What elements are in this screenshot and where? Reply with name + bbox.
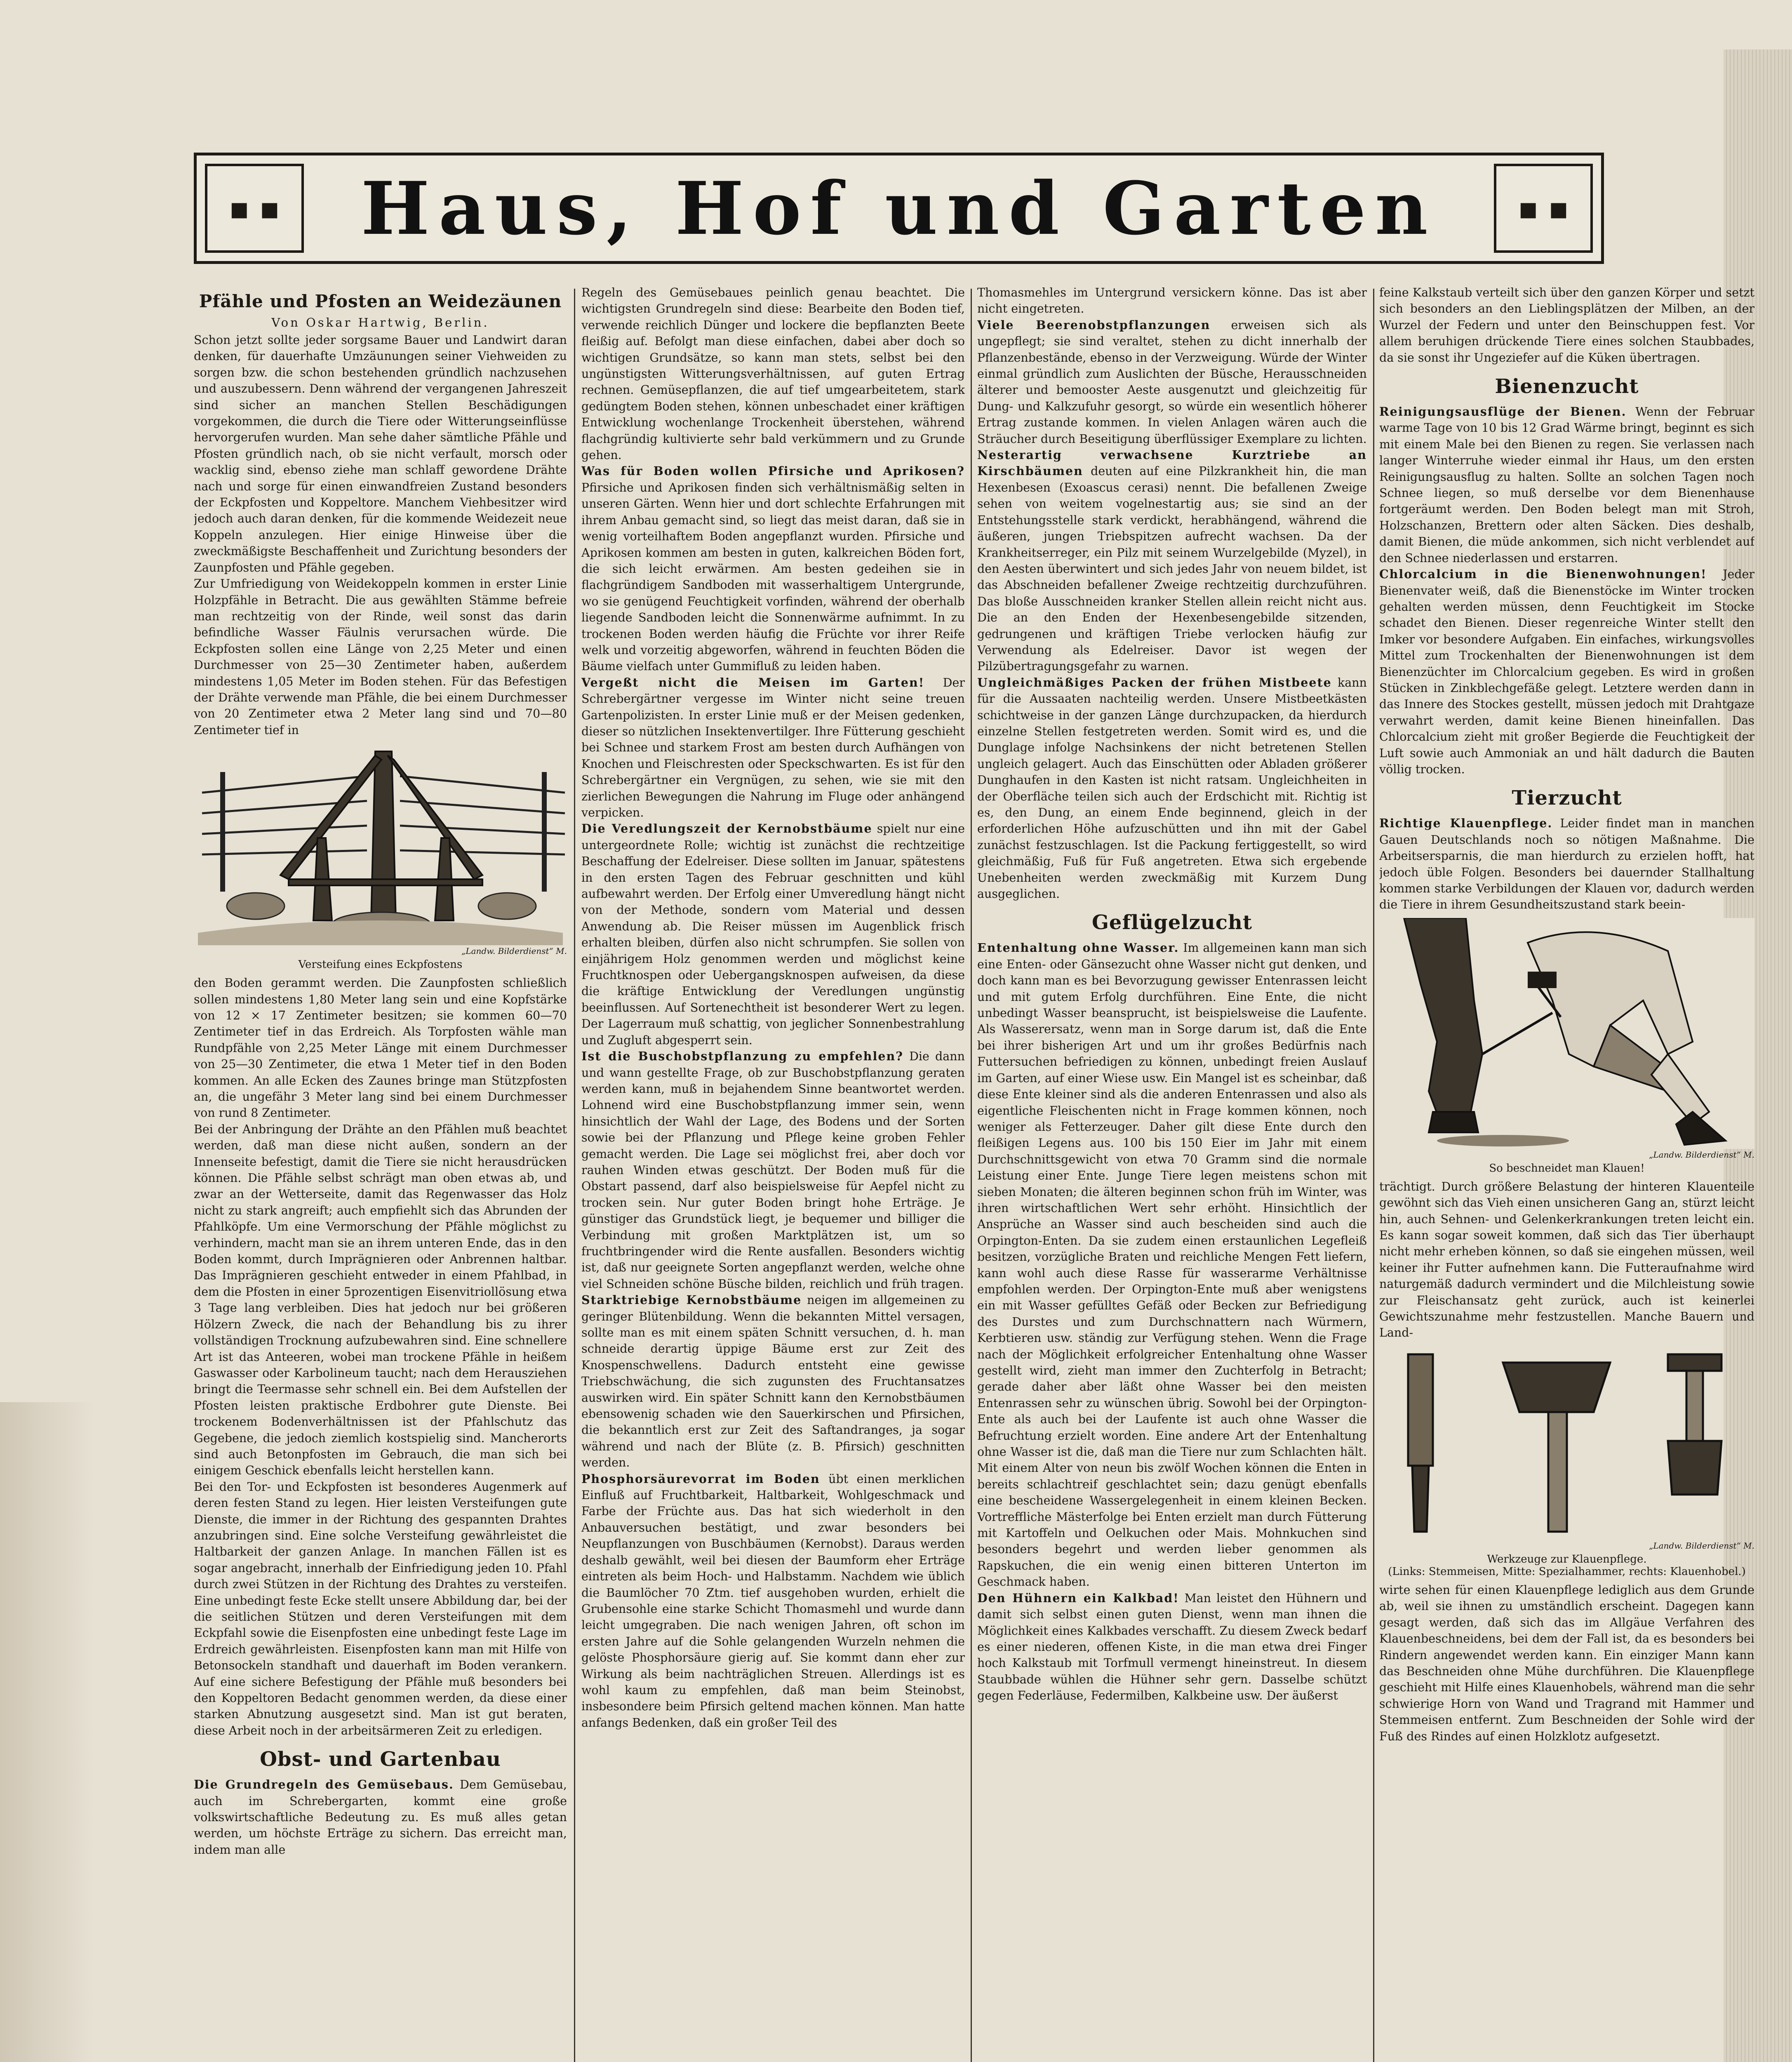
byline: Von Oskar Hartwig, Berlin.	[271, 315, 489, 330]
paragraph	[1379, 404, 1754, 566]
paragraph-lead: Vergeßt nicht die Meisen im Garten!	[581, 675, 925, 690]
hoof-trimming-illustration	[1379, 918, 1754, 1149]
figure-hoof-tools	[1379, 1346, 1754, 1578]
section-heading: Tierzucht	[1512, 786, 1622, 810]
paragraph	[581, 1292, 965, 1471]
paragraph	[581, 821, 965, 1048]
paragraph-text: spielt nur eine untergeordnete Rolle; wichtig ist zunächst die rechtzeitige Beschaffung der Edelreiser. Diese sollten im Januar, spätestens in den ersten Tagen des Februar geschnitten und kühl aufbewahrt werden. Der Erfolg einer Umveredlung hängt nicht von der Methode, sondern vom Material und dessen Anwendung ab. Die Reiser müssen im Augenblick frisch erhalten bleiben, dürfen also nicht schrumpfen. Sie sollen von einjährigem Holz genommen werden und möglichst keine Fruchtknospen oder Uebergangsknospen aufweisen, da diese die kräftige Entwicklung der Veredlungen ungünstig beeinflussen. Auf Sortenechtheit ist besonderer Wert zu legen. Der Lagerraum muß schattig, von jeglicher Sonnenbestrahlung und Zugluft abgesperrt sein.	[581, 822, 965, 1047]
column-2	[581, 285, 965, 2062]
column-4	[1379, 285, 1754, 2062]
paragraph-text: Der Schrebergärtner vergesse im Winter nicht seine treuen Gartenpolizisten. In erster Linie muß er der Meisen gedenken, dieser so nützlichen Insektenvertilger. Ihre Fütterung geschieht bei Schnee und starkem Frost am besten durch Aufhängen von Knochen und Fleischresten oder Speckschwarten. Es ist für den Schrebergärtner ein Vergnügen, zu sehen, wie sie mit den zierlichen Bewegungen die Nahrung im Fluge oder anhängend verpicken.	[581, 676, 965, 819]
paragraph	[581, 1048, 965, 1292]
paragraph-lead: Viele Beerenobstpflanzungen	[977, 318, 1211, 332]
paragraph-lead: Phosphorsäurevorrat im Boden	[581, 1471, 820, 1486]
ornament-glyph: ▪ ▪	[229, 191, 280, 226]
paragraph	[581, 675, 965, 821]
figure-caption: Versteifung eines Eckpfostens	[298, 958, 463, 971]
figure-corner-post	[194, 743, 567, 971]
masthead-ornament-right	[1494, 164, 1593, 253]
paragraph-lead: Chlorcalcium in die Bienenwohnungen!	[1379, 567, 1707, 581]
column-rule	[971, 289, 972, 2062]
paragraph-lead: Richtige Klauenpflege.	[1379, 816, 1553, 831]
paragraph-lead: Nesterartig verwachsene Kurztriebe an Kirschbäumen	[977, 448, 1367, 478]
paragraph: wirte sehen für einen Klauenpflege lediglich aus dem Grunde ab, weil sie ihnen zu umständlich erscheint. Dagegen kann gesagt werden, daß sich das im Allgäue Verfahren des Klauenbeschneidens, bei dem der Fall ist, da es besonders bei Rindern angewendet werden kann. Ein einziger Mann kann das Beschneiden ohne Mühe durchführen. Die Klauenpflege geschieht mit Hilfe eines Klauenhobels, während man die sehr schwierige Horn von Wand und Tragrand mit Hammer und Stemmeisen entfernt. Zum Beschneiden der Sohle wird der Fuß des Rindes auf einen Holzklotz aufgesetzt.	[1379, 1583, 1754, 1743]
column-1	[194, 285, 567, 2062]
section-title: Haus, Hof und Garten	[361, 165, 1437, 251]
paragraph-lead: Ist die Buschobstpflanzung zu empfehlen?	[581, 1049, 903, 1064]
paragraph-text: Jeder Bienenvater weiß, daß die Bienenstöcke im Winter trocken gehalten werden müssen, denn Feuchtigkeit im Stocke schadet den Bienen. Dieser regenreiche Winter stellt den Imker vor besondere Aufgaben. Ein einfaches, wirkungsvolles Mittel zum Trockenhalten der Bienenwohnungen ist dem Bienenzüchter im Chlorcalcium gegeben. Es wird in großen Stücken in Zinkblechgefäße gelegt. Letztere werden dann in das Innere des Stockes gestellt, müssen jedoch mit Drahtgaze verwahrt werden, damit keine Bienen hineinfallen. Das Chlorcalcium zieht mit großer Begierde die Feuchtigkeit der Luft sowie auch Ammoniak an und hält dadurch die Bauten völlig trocken.	[1379, 567, 1754, 776]
paragraph-text: Wenn der Februar warme Tage von 10 bis 12 Grad Wärme bringt, beginnt es sich mit einem Male bei den Bienen zu regen. Sie verlassen nach langer Winterruhe wieder einmal ihr Haus, um den ersten Reinigungsausflug zu halten. Sollte an solchen Tagen noch Schnee liegen, so muß derselbe vor dem Bienenhause fortgeräumt werden. Den Boden belegt man mit Stroh, Holzschanzen, Brettern oder alten Säcken. Dies deshalb, damit Bienen, die müde ankommen, sich nicht verblendet auf den Schnee niederlassen und erstarren.	[1379, 405, 1754, 565]
paragraph-text: Man leistet den Hühnern und damit sich selbst einen guten Dienst, wenn man ihnen die Möglichkeit eines Kalkbades verschafft. Zu diesem Zweck bedarf es einer niederen, offenen Kiste, in die man etwa drei Finger hoch Kalkstaub mit Torfmull vermengt hineinstreut. In diesem Staubbade wühlen die Hühner sehr gern. Dasselbe schützt gegen Federläuse, Federmilben, Kalkbeine usw. Der äußerst	[977, 1591, 1367, 1703]
paragraph-text: neigen im allgemeinen zu geringer Blütenbildung. Wenn die bekannten Mittel versagen, sollte man es mit einem späten Schnitt versuchen, d. h. man schneide derartig üppige Bäume erst zur Zeit des Knospenschwellens. Dadurch entsteht eine gewisse Triebschwächung, die sich zugunsten des Fruchtansatzes auswirken wird. Ein später Schnitt kann den Kernobstbäumen ebensowenig schaden wie den Sauerkirschen und Pfirsichen, die bekanntlich erst zur Zeit des Saftandranges, ja sogar während und nach der Blüte (z. B. Pfirsich) geschnitten werden.	[581, 1293, 965, 1470]
column-3	[977, 285, 1367, 2062]
paragraph: Bei der Anbringung der Drähte an den Pfählen muß beachtet werden, daß man diese nicht außen, sondern an der Innenseite befestigt, damit die Tiere sie nicht herausdrücken können. Die Pfähle selbst schrägt man oben etwas ab, und zwar an der Wetterseite, damit das Regenwasser das Holz nicht zu stark angreift; auch empfiehlt sich das Abrunden der Pfahlköpfe. Um eine Vermorschung der Pfähle möglichst zu verhindern, macht man sie an ihrem unteren Ende, das in den Boden kommt, durch Imprägnieren oder Anbrennen haltbar. Das Imprägnieren geschieht entweder in einem Pfahlbad, in dem die Pfosten in einer 5prozentigen Eisenvitriollösung etwa 3 Tage lang verbleiben. Dies hat jedoch nur bei größeren Hölzern Zweck, die nach der Behandlung bis zu ihrer vollständigen Trocknung aufzubewahren sind. Eine schnellere Art ist das Anteeren, wobei man trockene Pfähle in heißem Gaswasser oder Karbolineum taucht; nach dem Herausziehen bringt die Teermasse sehr schnell ein. Bei dem Aufstellen der Pfosten leisten praktische Erdbohrer gute Dienste. Bei trockenem Bodenverhältnissen ist der Pfahlschutz das Gegebene, die jedoch ziemlich kostspielig sind. Mancherorts sind auch Betonpfosten im Gebrauch, die man sich bei einigem Geschick ebenfalls leicht herstellen kann.	[194, 1122, 567, 1478]
hoof-tools-illustration	[1379, 1346, 1754, 1540]
paragraph-lead: Ungleichmäßiges Packen der frühen Mistbeete	[977, 675, 1332, 690]
paragraph-text: Leider findet man in manchen Gauen Deutschlands noch so nötigen Maßnahme. Die Arbeitsersparnis, die man hierdurch zu erzielen hofft, hat jedoch üble Folgen. Besonders bei dauernder Stallhaltung kommen starke Verbildungen der Klauen vor, dadurch werden die Tiere in ihrem Gesundheitszustand stark beein-	[1379, 817, 1754, 912]
figure-caption	[1379, 1553, 1754, 1578]
paragraph	[977, 675, 1367, 902]
section-heading: Geflügelzucht	[1091, 911, 1253, 934]
paragraph: trächtigt. Durch größere Belastung der hinteren Klauenteile gewöhnt sich das Vieh einen unsicheren Gang an, stürzt leicht hin, auch Sehnen- und Gelenkerkrankungen treten leicht ein. Es kann sogar soweit kommen, daß sich das Tier überhaupt nicht mehr erheben können, so daß sie eingehen müssen, weil keiner ihr Futter aufnehmen kann. Die Futteraufnahme wird naturgemäß dadurch vermindert und die Milchleistung sowie zur Fleischansatz geht zurück, auch ist keinerlei Gewichtszunahme mehr festzustellen. Manche Bauern und Land-	[1379, 1179, 1754, 1340]
section-heading: Obst- und Gartenbau	[260, 1748, 501, 1771]
paragraph: Regeln des Gemüsebaues peinlich genau beachtet. Die wichtigsten Grundregeln sind diese: Bearbeite den Boden tief, verwende reichlich Dünger und lockere die bepflanzten Beete fleißig auf. Befolgt man diese einfachen, dabei aber doch so wichtigen Grundsätze, so kann man stets, selbst bei den ungünstigsten Witterungsverhältnissen, auf guten Ertrag rechnen. Gemüsepflanzen, die auf tief umgearbeitetem, stark gedüngtem Boden stehen, können unbeschadet einer kräftigen Entwicklung wochenlange Trockenheit überstehen, während flachgründig kultivierte sehr bald verkümmern und zu Grunde gehen.	[581, 286, 965, 462]
paragraph: Thomasmehles im Untergrund versickern könne. Das ist aber nicht eingetreten.	[977, 286, 1367, 316]
masthead	[194, 153, 1604, 264]
paragraph-text: erweisen sich als ungepflegt; sie sind veraltet, stehen zu dicht innerhalb der Pflanzenbestände, ebenso in der Verzweigung. Würde der Winter einmal gründlich zum Auslichten der Büsche, Herausschneiden älterer und bemooster Aeste ausgenutzt und gleichzeitig für Dung- und Kalkzufuhr gesorgt, so würde ein wesentlich höherer Ertrag zustande kommen. In vielen Anlagen wären auch die Sträucher durch Beseitigung überflüssiger Exemplare zu lichten.	[977, 318, 1367, 446]
paragraph	[581, 463, 965, 674]
paragraph: feine Kalkstaub verteilt sich über den ganzen Körper und setzt sich besonders an den Lieblingsplätzen der Milben, an der Wurzel der Federn und unter den Beinschuppen fest. Vor allem beruhigen drückende Tiere eines solchen Staubbades, da sie sonst ihr Ungeziefer auf die Küken übertragen.	[1379, 286, 1754, 365]
figure-caption: So beschneidet man Klauen!	[1489, 1162, 1645, 1175]
column-rule	[1373, 289, 1374, 2062]
paragraph: Schon jetzt sollte jeder sorgsame Bauer und Landwirt daran denken, für dauerhafte Umzäunungen seiner Viehweiden zu sorgen bzw. die schon bestehenden gründlich nachzusehen und auszubessern. Denn während der vergangenen Jahreszeit sind sicher an manchen Stellen Beschädigungen vorgekommen, die durch die Tiere oder Witterungseinflüsse hervorgerufen wurden. Man sehe daher sämtliche Pfähle und Pfosten gründlich nach, ob sie nicht verfault, morsch oder wacklig sind, ebenso ziehe man schlaff gewordene Drähte nach und sorge für einen einwandfreien Zustand besonders der Eckpfosten und Koppeltore. Manchem Viehbesitzer wird jedoch auch daran denken, für die kommende Weidezeit neue Koppeln anzulegen. Hier einige Hinweise über die zweckmäßigste Beschaffenheit und Zurichtung besonders der Zaunpfosten und Pfähle gegeben.	[194, 333, 567, 574]
paragraph	[1379, 815, 1754, 913]
paragraph	[977, 447, 1367, 675]
figure-credit: „Landw. Bilderdienst“ M.	[1649, 1540, 1754, 1551]
paragraph-lead: Reinigungsausflüge der Bienen.	[1379, 405, 1627, 419]
paragraph-text: kann für die Aussaaten nachteilig werden. Unsere Mistbeetkästen schichtweise in der ganzen Länge durchzupacken, da hierdurch einzelne Stellen festgetreten werden. Somit wird es, und die Dunglage infolge Nachsinkens der nicht betretenen Stellen ungleich gelagert. Auch das Einschütten oder Abladen größerer Dunghaufen in den Kasten ist nicht ratsam. Ungleichheiten in der Oberfläche teilen sich auch der Erdschicht mit. Richtig ist es, den Dung, an einem Ende beginnend, gleich in der erforderlichen Höhe aufzuschütten und ihn mit der Gabel zunächst festzuschlagen. Ist die Packung fertiggestellt, so wird gleichmäßig, Fuß für Fuß angetreten. Etwa sich ergebende Unebenheiten werden zweckmäßig mit Kurzem Dung ausgeglichen.	[977, 676, 1367, 901]
paragraph-lead: Die Grundregeln des Gemüsebaus.	[194, 1777, 454, 1792]
paragraph-lead: Was für Boden wollen Pfirsiche und Aprikosen?	[581, 464, 965, 478]
paragraph-lead: Die Veredlungszeit der Kernobstbäume	[581, 822, 872, 836]
paragraph-text: Pfirsiche und Aprikosen finden sich verhältnismäßig selten in unseren Gärten. Wenn hier und dort schlechte Erfahrungen mit ihrem Anbau gemacht sind, so liegt das meist daran, daß sie in wenig vorteilhaftem Boden angepflanzt wurden. Pfirsiche und Aprikosen kommen am besten in guten, kalkreichen Böden fort, die sich leicht erwärmen. Am besten gedeihen sie in flachgründigem Sandboden mit wasserhaltigem Untergrunde, wo sie genügend Feuchtigkeit vorfinden, während der oberhalb liegende Sandboden leicht die Sonnenwärme aufnimmt. In zu trockenen Boden werden häufig die Früchte vor ihrer Reife welk und vorzeitig abgeworfen, während in feuchten Böden die Bäume vielfach unter Gummifluß zu leiden haben.	[581, 480, 965, 673]
paragraph: Bei den Tor- und Eckpfosten ist besonderes Augenmerk auf deren festen Stand zu legen. Hier leisten Versteifungen gute Dienste, die immer in der Richtung des gespannten Drahtes anzubringen sind. Eine solche Versteifung gewährleistet die Haltbarkeit der ganzen Anlage. In manchen Fällen ist es sogar angebracht, innerhalb der Einfriedigung jeden 10. Pfahl durch zwei Stützen in der Richtung des Drahtes zu versteifen. Eine unbedingt feste Ecke stellt unsere Abbildung dar, bei der die seitlichen Stützen und deren Versteifungen mit dem Eckpfahl sowie die Eisenpfosten eine unbedingt feste Lage im Erdreich gewährleisten. Eisenpfosten kann man mit Hilfe von Betonsockeln standhaft und dauerhaft im Boden verankern. Auf eine sichere Befestigung der Pfähle muß besonders bei den Koppeltoren Bedacht genommen werden, da diese einer starken Abnutzung ausgesetzt sind. Man ist gut beraten, diese Arbeit noch in der arbeitsärmeren Zeit zu erledigen.	[194, 1480, 567, 1737]
paragraph-lead: Den Hühnern ein Kalkbad!	[977, 1591, 1179, 1605]
paragraph	[194, 1777, 567, 1858]
paragraph-text: Die dann und wann gestellte Frage, ob zur Buschobstpflanzung geraten werden kann, muß in bejahendem Sinne beantwortet werden. Lohnend wird eine Buschobstpflanzung immer sein, wenn hinsichtlich der Wahl der Lage, des Bodens und der Sorten sowie bei der Pflanzung und Pflege keine groben Fehler gemacht werden. Die Lage sei möglichst frei, aber doch vor rauhen Winden etwas geschützt. Der Boden muß für die Obstart passend, darf also beispielsweise für Aepfel nicht zu trocken sein. Nur guter Boden bringt hohe Erträge. Je günstiger das Grundstück liegt, je bequemer und billiger die Verbindung mit großen Marktplätzen ist, um so fruchtbringender wird die Rente ausfallen. Besonders wichtig ist, daß nur geeignete Sorten angepflanzt werden, welche ohne viel Schneiden schöne Büsche bilden, reichlich und früh tragen.	[581, 1050, 965, 1291]
binding-spine	[0, 1402, 95, 2062]
paragraph-lead: Starktriebige Kernobstbäume	[581, 1293, 802, 1307]
paragraph	[977, 940, 1367, 1590]
paragraph-text: Im allgemeinen kann man sich eine Enten- oder Gänsezucht ohne Wasser nicht gut denken, und doch kann man es bei Bevorzugung gewisser Entenrassen leicht und mit gutem Erfolg durchführen. Eine Ente, die nicht unbedingt Wasser beansprucht, ist beispielsweise die Laufente. Als Wasserersatz, wenn man in Sorge darum ist, daß die Ente bei ihrer bisherigen Art und um ihr großes Bedürfnis nach Futtersuchen befriedigen zu können, unbedingt freien Auslauf im Garten, auf einer Wiese usw. Ein Mangel ist es scheinbar, daß diese Ente kleiner sind als die anderen Entenrassen und also als eigentliche Fleischenten nicht in Frage kommen können, noch weniger als Fetterzeuger. Daher gilt diese Ente durch den fleißigen Legens aus. 100 bis 150 Eier im Jahr mit einem Durchschnittsgewicht von etwa 70 Gramm sind die normale Leistung einer Ente. Junge Tiere legen meistens schon mit sieben Monaten; die älteren beginnen schon früh im Winter, was ihren wirtschaftlichen Wert sehr erhöht. Hinsichtlich der Ansprüche an Wasser sind auch bescheiden sind auch die Orpington-Enten. Da sie zudem einen erstaunlichen Legefleiß besitzen, vorzügliche Braten und reichliche Mengen Fett liefern, kann wohl auch diese Rasse für wasserarme Verhältnisse empfohlen werden. Der Orpington-Ente muß aber wenigstens ein mit Wasser gefülltes Gefäß oder Becken zur Befriedigung des Durstes und zum Durchschnattern nach Würmern, Kerbtieren usw. ständig zur Verfügung stehen. Wenn die Frage nach der Möglichkeit erfolgreicher Entenhaltung ohne Wasser gestellt wird, zieht man immer den Zuchterfolg in Betracht; gerade daher aber läßt ohne Wasser bei den meisten Entenrassen sehr zu wünschen übrig. Sowohl bei der Orpington-Ente als auch bei der Laufente ist auch ohne Wasser die Befruchtung erzielt worden. Eine andere Art der Entenhaltung ohne Wasser ist die, daß man die Tiere nur zum Schlachten hält. Mit einem Alter von neun bis zwölf Wochen können die Enten in bereits schlachtreif geschlachtet sein; dazu genügt ebenfalls eine bescheidene Wassergelegenheit in einem kleinen Becken. Vortreffliche Mästerfolge bei Enten erzielt man durch Fütterung mit Kartoffeln und Oelkuchen oder Mais. Mohnkuchen sind besonders begehrt und werden lieber genommen als Rapskuchen, die ein wenig einen bitteren Unterton im Geschmack haben.	[977, 941, 1367, 1589]
paragraph	[1379, 566, 1754, 777]
paragraph-text: übt einen merklichen Einfluß auf Fruchtbarkeit, Haltbarkeit, Wohlgeschmack und Farbe der Früchte aus. Das hat sich wiederholt in den Anbauversuchen bestätigt, und zwar besonders bei Neupflanzungen von Buschbäumen (Kernobst). Daraus werden deshalb gewählt, weil bei diesen der Baumform eher Erträge eintreten als beim Hoch- und Halbstamm. Nachdem wie üblich die Baumlöcher 70 Ztm. tief ausgehoben wurden, erhielt die Grubensohle eine starke Schicht Thomasmehl und wurde dann leicht umgegraben. Die nach wenigen Jahren, oft schon im ersten Jahre auf die Sohle gelangenden Wurzeln nehmen die gelöste Phosphorsäure gierig auf. Sie kommt dann eher zur Wirkung als beim nachträglichen Streuen. Allerdings ist es wohl kaum zu empfehlen, daß man beim Steinobst, insbesondere beim Pfirsich geltend machen können. Man hatte anfangs Bedenken, daß ein großer Teil des	[581, 1472, 965, 1730]
paragraph: den Boden gerammt werden. Die Zaunpfosten schließlich sollen mindestens 1,80 Meter lang sein und eine Kopfstärke von 12 × 17 Zentimeter besitzen; sie kommen 60—70 Zentimeter tief in das Erdreich. Als Torpfosten wähle man Rundpfähle von 2,25 Meter Länge mit einem Durchmesser von 25—30 Zentimeter, die etwa 1 Meter tief in den Boden kommen. An alle Ecken des Zaunes bringe man Stützpfosten an, die ungefähr 3 Meter lang sind bei einem Durchmesser von rund 8 Zentimeter.	[194, 976, 567, 1120]
paragraph-text: deuten auf eine Pilzkrankheit hin, die man Hexenbesen (Exoascus cerasi) nennt. Die befallenen Zweige sehen von weitem vogelnestartig aus; sie sind an der Entstehungsstelle stark verdickt, herabhängend, während die äußeren, jungen Triebspitzen aufrecht wachsen. Da der Krankheitserreger, ein Pilz mit seinem Wurzelgebilde (Myzel), in den Aesten überwintert und sich jedes Jahr von neuem bildet, ist das Abschneiden befallener Zweige rechtzeitig durchzuführen. Das bloße Ausschneiden kranker Stellen allein reicht nicht aus. Die an den Enden der Hexenbesengebilde sitzenden, gedrungenen und kräftigen Triebe verlocken häufig zur Verwendung als Edelreiser. Davor ist wegen der Pilzübertragungsgefahr zu warnen.	[977, 464, 1367, 673]
column-rule	[574, 289, 575, 2062]
figure-caption-line: (Links: Stemmeisen, Mitte: Spezialhammer, rechts: Klauenhobel.)	[1388, 1565, 1746, 1578]
section-heading: Bienenzucht	[1495, 375, 1639, 398]
paragraph-text: Dem Gemüsebau, auch im Schrebergarten, kommt eine große volkswirtschaftliche Bedeutung zu. Es muß alles getan werden, um höchste Erträge zu sichern. Das erreicht man, indem man alle	[194, 1778, 567, 1857]
paragraph	[581, 1471, 965, 1731]
ornament-glyph: ▪ ▪	[1518, 191, 1569, 226]
paragraph-lead: Entenhaltung ohne Wasser.	[977, 941, 1179, 955]
paragraph	[977, 1590, 1367, 1704]
figure-caption-line: Werkzeuge zur Klauenpflege.	[1487, 1553, 1647, 1565]
paragraph	[977, 317, 1367, 447]
article-headline: Pfähle und Pfosten an Weidezäunen	[199, 291, 562, 311]
corner-post-illustration	[194, 743, 567, 945]
figure-hoof-trimming	[1379, 918, 1754, 1175]
masthead-ornament-left	[205, 164, 304, 253]
paragraph: Zur Umfriedigung von Weidekoppeln kommen in erster Linie Holzpfähle in Betracht. Die aus gewählten Stämme befreie man rechtzeitig von der Rinde, weil sonst das darin befindliche Wasser Fäulnis verursachen würde. Die Eckpfosten sollen eine Länge von 2,25 Meter und einen Durchmesser von 25—30 Zentimeter haben, außerdem mindestens 1,05 Meter im Boden stehen. Für das Befestigen der Drähte verwende man Pfähle, die bei einem Durchmesser von 20 Zentimeter etwa 2 Meter lang sind und 70—80 Zentimeter tief in	[194, 577, 567, 737]
figure-credit: „Landw. Bilderdienst“ M.	[461, 946, 567, 956]
figure-credit: „Landw. Bilderdienst“ M.	[1649, 1149, 1754, 1160]
